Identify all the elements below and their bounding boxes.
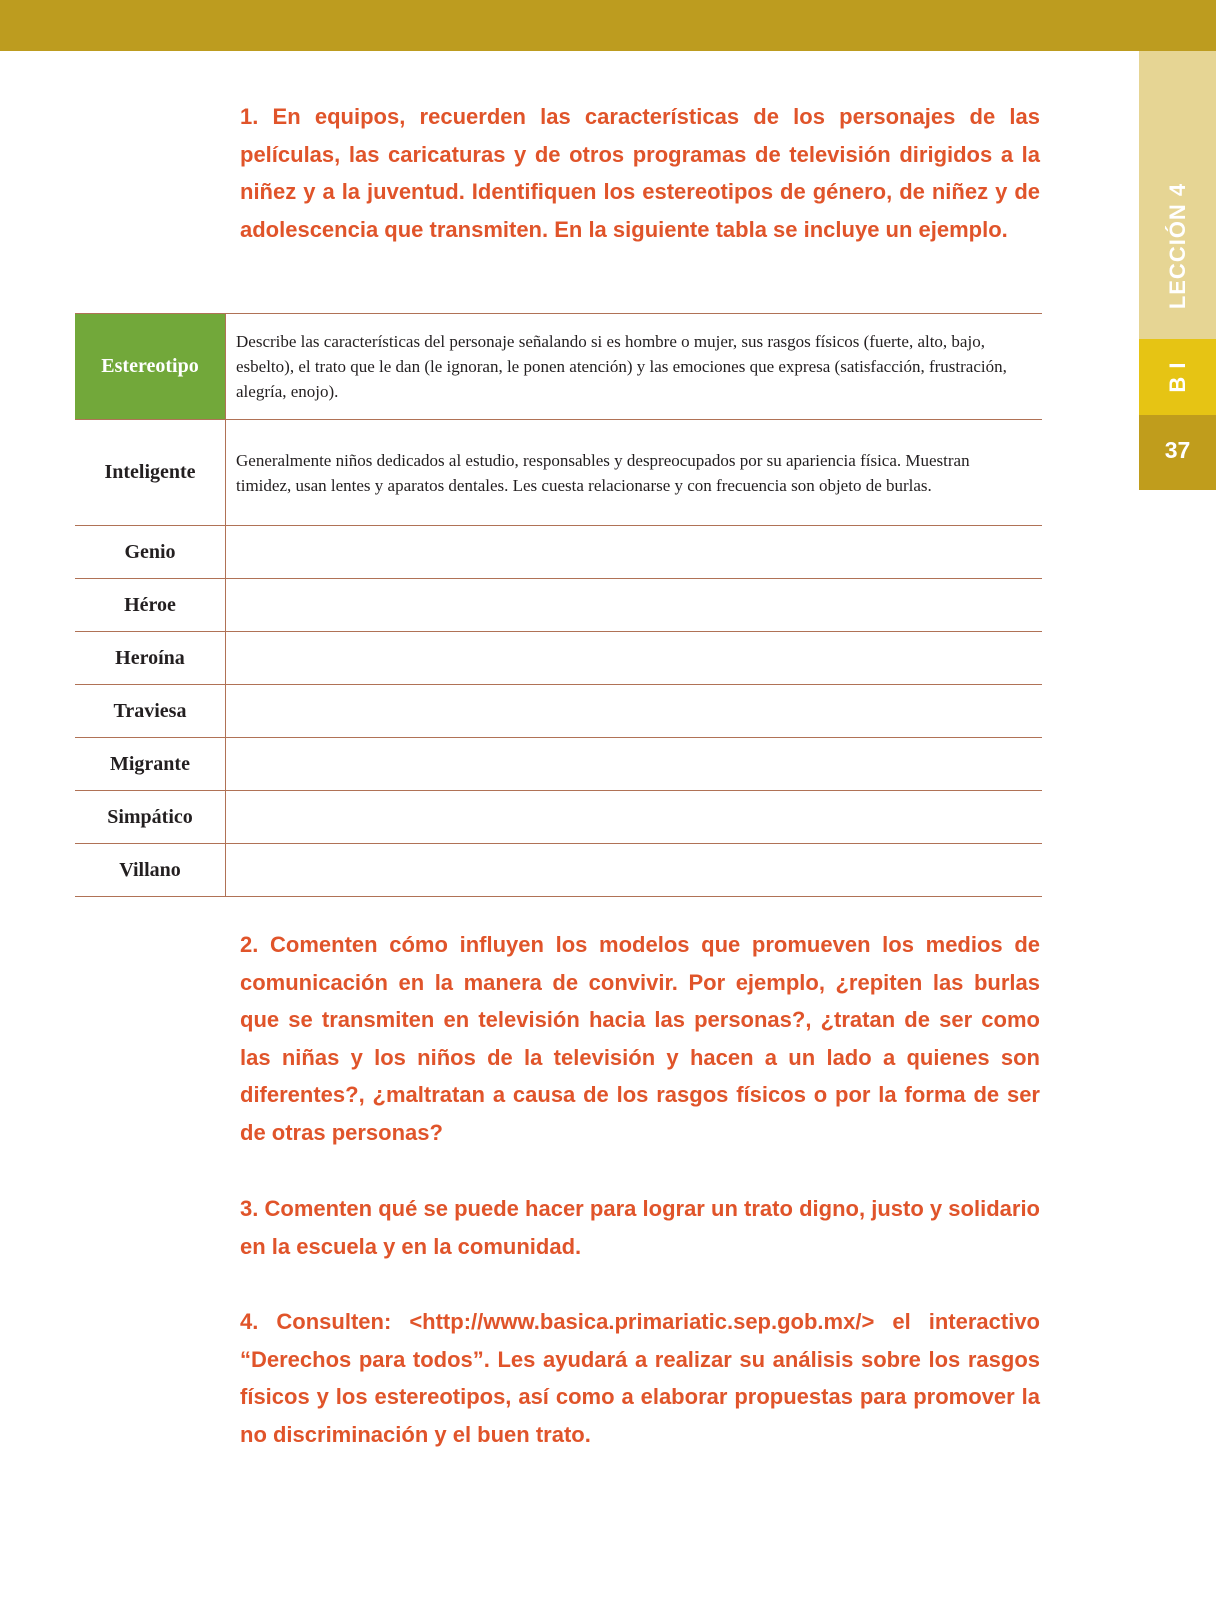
table-row [75, 791, 1042, 844]
row-answer-cell[interactable] [226, 632, 1043, 685]
table-row [75, 844, 1042, 897]
page-number: 37 [1164, 437, 1191, 463]
block-tab [1139, 339, 1216, 415]
header-label: Estereotipo [75, 314, 226, 420]
block-label: B I [1164, 361, 1190, 393]
table-row [75, 579, 1042, 632]
page-number-tab [1139, 415, 1216, 490]
row-label: Simpático [75, 791, 226, 844]
table-row [75, 420, 1042, 526]
table-row [75, 738, 1042, 791]
row-answer-cell[interactable] [226, 844, 1043, 897]
table-header-row [75, 314, 1042, 420]
row-label: Genio [75, 526, 226, 579]
table-row [75, 685, 1042, 738]
row-label: Inteligente [75, 420, 226, 526]
row-label: Héroe [75, 579, 226, 632]
table-row [75, 632, 1042, 685]
row-answer-cell[interactable] [226, 685, 1043, 738]
row-answer-cell[interactable] [226, 579, 1043, 632]
table-row [75, 526, 1042, 579]
lesson-label: LECCIÓN 4 [1164, 182, 1190, 310]
row-label: Traviesa [75, 685, 226, 738]
row-answer-cell[interactable] [226, 791, 1043, 844]
row-answer-cell[interactable] [226, 526, 1043, 579]
row-description: Generalmente niños dedicados al estudio, responsables y despreocupados por su apariencia física. Muestran timidez, usan lentes y aparatos dentales. Les cuesta relacionarse y con frecuencia son objeto de burlas. [226, 420, 1043, 526]
instruction-2: 2. Comenten cómo influyen los modelos que promueven los medios de comunicación en la manera de convivir. Por ejemplo, ¿repiten las burlas que se transmiten en televisión hacia las personas?, ¿tratan de ser como las niñas y los niños de la televisión y hacen a un lado a quienes son diferentes?, ¿maltratan a causa de los rasgos físicos o por la forma de ser de otras personas? [240, 932, 1040, 1145]
row-answer-cell[interactable] [226, 738, 1043, 791]
lesson-tab [1139, 51, 1216, 339]
row-label: Villano [75, 844, 226, 897]
header-description: Describe las características del personaje señalando si es hombre o mujer, sus rasgos físicos (fuerte, alto, bajo, esbelto), el trato que le dan (le ignoran, le ponen atención) y las emociones que expresa (satisfacción, frustración, alegría, enojo). [226, 314, 1043, 420]
instruction-1: 1. En equipos, recuerden las características de los personajes de las películas, las caricaturas y de otros programas de televisión dirigidos a la niñez y a la juventud. Identifiquen los estereotipos de género, de niñez y de adolescencia que transmiten. En la siguiente tabla se incluye un ejemplo. [240, 104, 1040, 242]
instruction-3: 3. Comenten qué se puede hacer para lograr un trato digno, justo y solidario en la escuela y en la comunidad. [240, 1196, 1040, 1259]
instruction-4: 4. Consulten: <http://www.basica.primariatic.sep.gob.mx/> el interactivo “Derechos para todos”. Les ayudará a realizar su análisis sobre los rasgos físicos y los estereotipos, así como a elaborar propuestas para promover la no discriminación y el buen trato. [240, 1309, 1040, 1447]
stereotype-table [75, 313, 1042, 897]
top-bar [0, 0, 1216, 51]
row-label: Heroína [75, 632, 226, 685]
row-label: Migrante [75, 738, 226, 791]
